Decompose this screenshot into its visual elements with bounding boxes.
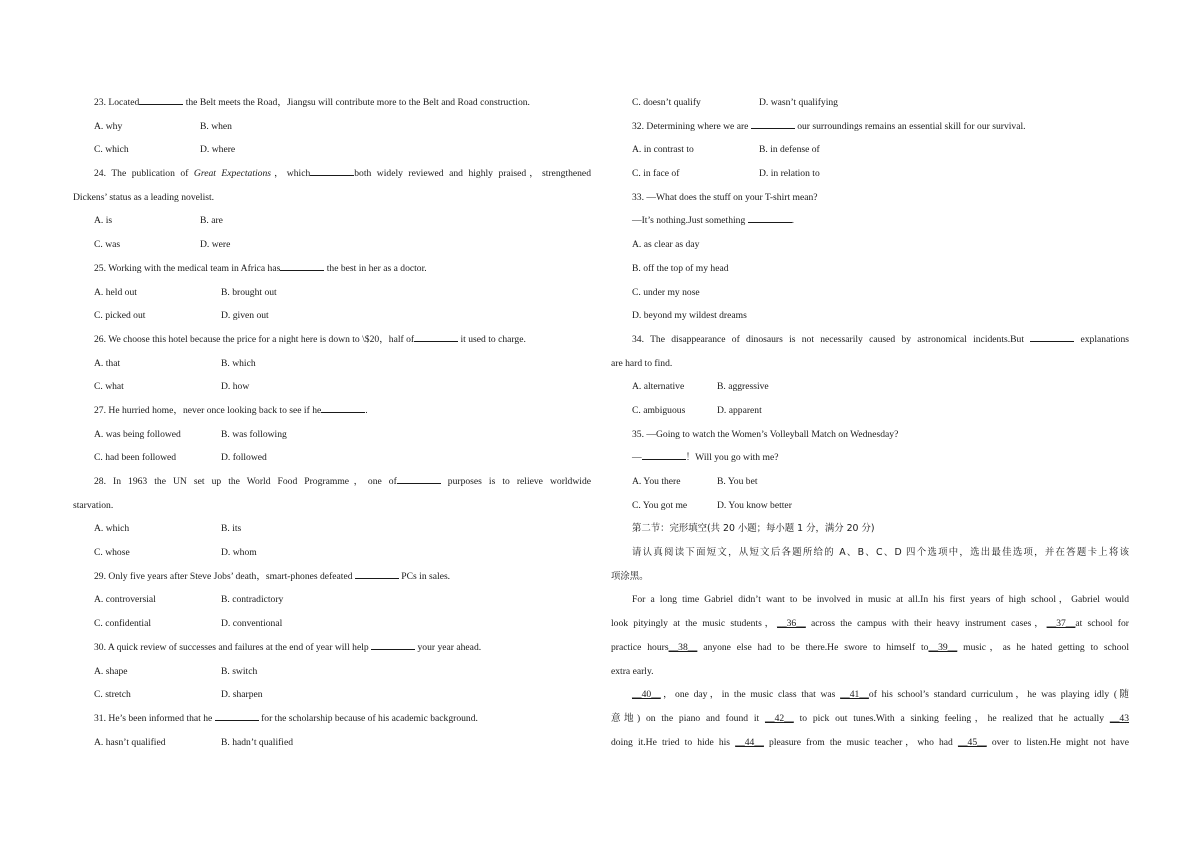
q27-option-b: B. was following [221,428,287,440]
passage-p2-line2 [611,710,1129,734]
q24-option-a: A. is [94,215,113,227]
q33-stem: 33. —What does the stuff on your T-shirt mean? [632,191,818,203]
passage-text: ，one day，in the music class that was [660,689,841,701]
q28-stem-line2: starvation. [73,499,114,511]
q26-option-d: D. how [221,381,250,393]
q32-option-b: B. in defense of [759,144,820,156]
q33-reply-text-2: . [791,215,795,227]
q31-option-c: C. doesn’t qualify [632,97,701,108]
q26-stem-text-2: it used to charge. [458,333,526,345]
q27-stem-text-2: . [365,404,368,416]
q34-blank [1030,332,1074,342]
q27-stem [73,402,591,426]
q28-stem-text: 28. In 1963 the UN set up the World Food Programme，one of [94,476,397,487]
blank-43: __43 [1109,712,1129,724]
q30-option-c: C. stretch [94,689,131,701]
q28-option-d: D. whom [221,547,257,559]
q27-option-a: A. was being followed [94,428,181,440]
q24-stem-text: 24. The publication of [94,168,194,180]
passage-p1-line3 [611,639,1129,663]
blank-44: __44__ [735,736,764,748]
q23-option-c: C. which [94,144,129,156]
q31-option-d: D. wasn’t qualifying [759,97,838,108]
q25-options-cd [73,307,591,331]
q32-options-cd [611,165,1129,189]
q29-stem-text-2: PCs in sales. [398,570,451,582]
q23-option-d: D. where [200,144,236,156]
q32-options-ab [611,141,1129,165]
q30-option-b: B. switch [221,665,258,677]
q26-options-ab [73,355,591,379]
q30-options-ab [73,663,591,687]
q32-option-d: D. in relation to [759,168,820,180]
q25-stem-text: 25. Working with the medical team in Africa has [94,262,281,274]
q24-option-d: D. were [200,239,231,251]
q31-stem-text-2: for the scholarship because of his academic background. [258,712,478,724]
q34-option-b: B. aggressive [717,381,769,393]
q23-stem-text-2: the Belt meets the Road，Jiangsu will contribute more to the Belt and Road construction. [183,97,530,108]
passage-text: at school for [1075,618,1129,630]
q23-options-ab [73,118,591,142]
q34-stem-text-2: explanations [1074,333,1129,345]
passage-text: 意地) on the piano and found it [611,712,765,724]
blank-42: __42__ [764,712,794,724]
q35-options-ab [611,473,1129,497]
q30-option-d: D. sharpen [221,689,263,701]
q26-option-a: A. that [94,357,121,369]
q24-book-title: Great Expectations [193,168,271,180]
q31-options-ab [73,734,591,758]
q28-options-cd [73,544,591,568]
q34-stem-line2: are hard to find. [611,357,673,369]
q33-option-b: B. off the top of my head [632,262,729,274]
blank-39: __39__ [928,641,958,653]
q28-option-c: C. whose [94,547,130,559]
passage-text: over to listen.He might not have [986,736,1129,748]
q33-reply-text: —It’s nothing.Just something [632,215,748,227]
q34-stem-text: 34. The disappearance of dinosaurs is not necessarily caused by astronomical incidents.But [632,333,1031,345]
q26-stem [73,331,591,355]
q25-blank [280,261,324,271]
q30-stem [73,639,591,663]
q29-option-c: C. confidential [94,618,152,630]
q31-option-a: A. hasn’t qualified [94,736,166,748]
section-title: 第二节：完形填空(共 20 小题；每小题 1 分，满分 20 分) [632,523,875,535]
q35-options-cd [611,497,1129,521]
q24-stem-line2: Dickens’ status as a leading novelist. [73,191,215,203]
q24-stem [73,165,591,189]
passage-text: of his school’s standard curriculum，he was playing idly (随 [868,689,1129,701]
q32-stem-text: 32. Determining where we are [632,120,751,132]
q31-blank [215,711,259,721]
q24-option-c: C. was [94,239,121,251]
q24-stem-text-2: ，which [271,168,311,180]
q30-options-cd [73,686,591,710]
q25-option-c: C. picked out [94,310,146,322]
q24-options-cd [73,236,591,260]
q35-stem: 35. —Going to watch the Women’s Volleyball Match on Wednesday? [632,428,899,440]
q24-option-b: B. are [200,215,223,227]
q25-stem [73,260,591,284]
q30-blank [371,640,415,650]
q26-blank [414,332,458,342]
q28-stem [73,473,591,497]
q25-options-ab [73,284,591,308]
passage-text: practice hours [611,641,669,653]
q23-stem [73,94,591,118]
q28-options-ab [73,520,591,544]
q27-options-ab [73,426,591,450]
passage-p1-line4: extra early. [611,665,654,677]
q34-stem [611,331,1129,355]
passage-text: music，as he hated getting to school [957,641,1129,653]
q29-stem [73,568,591,592]
q35-reply [611,449,1129,473]
q30-option-a: A. shape [94,665,128,677]
q28-option-a: A. which [94,523,130,535]
blank-38: __38__ [668,641,698,653]
q27-option-d: D. followed [221,452,267,464]
q31-stem-text: 31. He’s been informed that he [94,712,215,724]
q26-option-b: B. which [221,357,256,369]
blank-36: __36__ [777,618,806,630]
q32-blank [751,119,795,129]
q26-options-cd [73,378,591,402]
passage-p2-line1 [611,686,1129,710]
blank-40: __40__ [632,689,661,701]
passage-p1-line1: For a long time Gabriel didn’t want to be involved in music at all.In his first years of high school，Gabriel would [632,594,1129,606]
passage-text: to pick out tunes.With a sinking feeling，he realized that he actually [793,712,1110,724]
q29-blank [355,569,399,579]
instruction-line-1: 请认真阅读下面短文，从短文后各题所给的 A、B、C、D 四个选项中，选出最佳选项，并在答题卡上将该 [632,547,1129,559]
q28-blank [397,474,441,484]
q25-stem-text-2: the best in her as a doctor. [324,262,427,274]
q30-stem-text-2: your year ahead. [415,641,482,653]
q35-reply-text: — [632,452,642,464]
q33-blank [748,213,792,223]
q27-option-c: C. had been followed [94,452,177,464]
q25-option-b: B. brought out [221,286,277,298]
q23-options-cd [73,141,591,165]
passage-text: doing it.He tried to hide his [611,736,736,748]
passage-p2-line3 [611,734,1129,758]
q27-options-cd [73,449,591,473]
q32-stem-text-2: our surroundings remains an essential skill for our survival. [794,120,1026,132]
q24-stem-text-3: both widely reviewed and highly praised，strengthened [354,168,591,180]
q32-option-a: A. in contrast to [632,144,694,156]
q35-option-d: D. You know better [717,499,792,511]
q34-option-c: C. ambiguous [632,404,686,416]
q28-stem-text-2: purposes is to relieve worldwide [440,476,591,487]
q34-option-a: A. alternative [632,381,685,393]
q35-blank [642,450,686,460]
q33-option-c: C. under my nose [632,286,700,298]
q33-option-a: A. as clear as day [632,239,700,251]
passage-text: anyone else had to be there.He swore to himself to [697,641,929,653]
q33-option-d: D. beyond my wildest dreams [632,310,747,322]
instruction-line-2: 项涂黑。 [611,570,649,582]
passage-text: across the campus with their heavy instrument cases， [805,618,1047,630]
q23-option-b: B. when [200,120,232,132]
q30-stem-text: 30. A quick review of successes and failures at the end of year will help [94,641,372,653]
q29-option-d: D. conventional [221,618,283,630]
q27-stem-text: 27. He hurried home，never once looking back to see if he [94,404,322,416]
q24-blank [310,166,354,176]
q29-stem-text: 29. Only five years after Steve Jobs’ death，smart-phones defeated [94,570,355,582]
q25-option-d: D. given out [221,310,269,322]
blank-45: __45__ [957,736,987,748]
q31-stem [73,710,591,734]
blank-41: __41__ [840,689,869,701]
q31-options-cd [611,94,1129,118]
q23-option-a: A. why [94,120,123,132]
q32-stem [611,118,1129,142]
q23-blank [139,95,183,105]
q34-options-ab [611,378,1129,402]
q26-stem-text: 26. We choose this hotel because the price for a night here is down to \$20，half of [94,333,415,345]
passage-text: look pityingly at the music students， [611,618,778,630]
q32-option-c: C. in face of [632,168,680,180]
q29-options-ab [73,591,591,615]
q28-option-b: B. its [221,523,242,535]
q25-option-a: A. held out [94,286,137,298]
q35-option-c: C. You got me [632,499,688,511]
q34-option-d: D. apparent [717,404,762,416]
q23-stem-text: 23. Located [94,97,140,108]
q27-blank [321,403,365,413]
q31-option-b: B. hadn’t qualified [221,736,294,748]
q26-option-c: C. what [94,381,124,393]
right-column [611,94,1129,757]
q35-option-a: A. You there [632,476,681,487]
left-column [73,94,591,757]
q29-option-a: A. controversial [94,594,156,606]
blank-37: __37__ [1046,618,1076,630]
q33-reply [611,212,1129,236]
q35-option-b: B. You bet [717,476,758,487]
q34-options-cd [611,402,1129,426]
passage-text: pleasure from the music teacher，who had [763,736,958,748]
q29-options-cd [73,615,591,639]
q35-reply-text-2: ！Will you go with me? [685,452,779,464]
passage-p1-line2 [611,615,1129,639]
q29-option-b: B. contradictory [221,594,284,606]
q24-options-ab [73,212,591,236]
